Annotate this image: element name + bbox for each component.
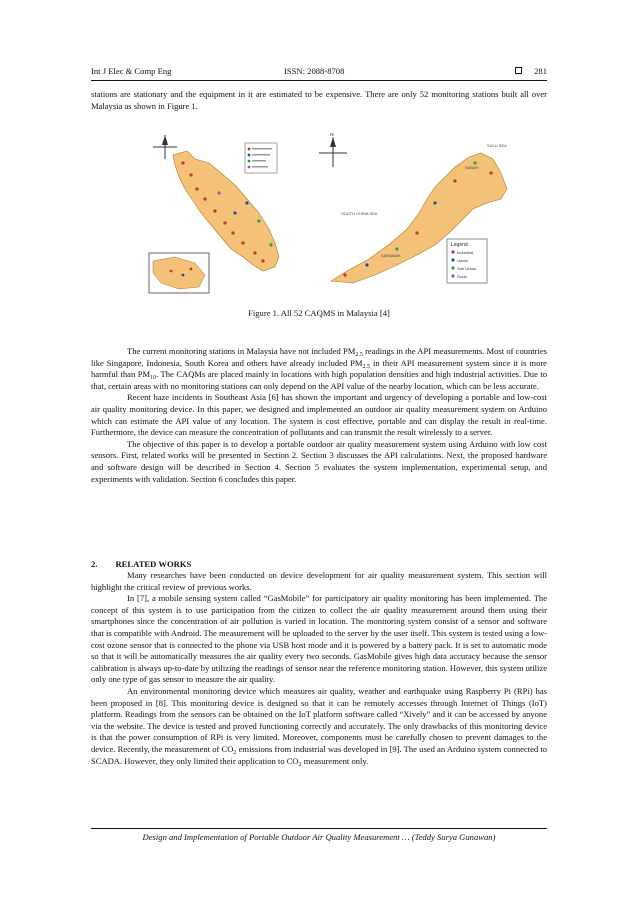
- running-footer: Design and Implementation of Portable Outdoor Air Quality Measurement … (Teddy Surya Gunawan): [142, 832, 496, 842]
- region-label-sarawak: SARAWAK: [381, 253, 401, 258]
- body-paragraphs: [91, 346, 547, 485]
- compass-rose-right: [319, 133, 347, 167]
- page-number: 281: [534, 66, 547, 76]
- running-header: [91, 66, 547, 80]
- legend-item: Urban: [457, 258, 468, 263]
- related-works-text: [91, 570, 547, 767]
- footer-rule: [91, 828, 547, 829]
- figure-caption: Figure 1. All 52 CAQMS in Malaysia [4]: [248, 308, 390, 318]
- compass-n-label: N: [330, 133, 334, 138]
- paragraph-haze: Recent haze incidents in Southeast Asia [6] has shown the important and urgency of developing a portable and low-cost air quality monitoring device. In this paper, we designed and implemented an outdoor air quality measurement system on Arduino which can estimate the API value of any location. The system is cost effective, portable and can display the result in real-time. Furthermore, the device can measure the concentration of pollutants and can transmit the result wirelessly to a server.: [91, 392, 547, 438]
- paragraph-rpi: An environmental monitoring device which measures air quality, weather and earthquake using Raspberry Pi (RPi) has been proposed in [8]. This monitoring device is designed so that it can be remotely accesses through Internet of Things (IoT) platform. Readings from the sensors can be obtained on the IoT platform software called “Xively” and it can be accessed by anyone via the website. The device is tested and proved functioning correctly and accurately. The only drawbacks of this monitoring device is that the power consumption of RPi is very limited. Moreover, components must be carefully chosen to prevent damages to the device. Recently, the measurement of $CO_2$ emissions from industrial was developed in [9]. The used an Arduino system connected to SCADA. However, they only limited their application to $CO_2$ measurement only.: [91, 685, 547, 768]
- header-rule: [91, 80, 547, 81]
- intro-paragraph: stations are stationary and the equipment in it are estimated to be expensive. There are only 52 monitoring stations built all over Malaysia as shown in Figure 1.: [91, 89, 547, 111]
- sea-label: SOUTH CHINA SEA: [341, 211, 378, 216]
- region-label-sabah: SABAH: [465, 165, 479, 170]
- paragraph-objective: The objective of this paper is to develop a portable outdoor air quality measurement system using Arduino with low cost sensors. First, related works will be presented in Section 2. Section 3 discusses the API calculations. Next, the proposed hardware and software design will be described in Section 4. Section 5 evaluates the system implementation, experimental setup, and experiments with validation. Section 6 concludes this paper.: [91, 438, 547, 484]
- issn: ISSN: 2088-8708: [284, 66, 345, 76]
- legend-item: Sub Urban: [457, 266, 477, 271]
- legend-item: Industrial: [457, 250, 474, 255]
- sea-label-sulu: SULU SEA: [487, 143, 507, 148]
- checkbox-glyph-icon: [515, 67, 522, 74]
- figure-malaysia-map: [135, 133, 553, 295]
- paragraph-gasmobile: In [7], a mobile sensing system called “GasMobile” for participatory air quality monitoring has been implemented. The concept of this system is to use participation from the citizen to collect the air quality measurement around them using their smartphones since the concentration of air pollution is varied in location. The monitoring system consist of a sensor and software that is compatible with Android. The measurement will be uploaded to the server by the user itself. This system is tested using a low-cost ozone sensor that is connected to the phone via USB host mode and it is powered by a battery pack. It is set to automatic mode so that it will be automatically measures the air quality every two seconds. GasMobile gives high data accuracy because the sensor calibration is always up-to-date by utilizing the readings of sensor near the reference monitoring station. However, this system utilize only one type of gas sensor to measure the air quality.: [91, 593, 547, 685]
- journal-name: Int J Elec & Comp Eng: [91, 66, 172, 76]
- legend-item: Rural: [457, 274, 467, 279]
- legend-title: Legend: [451, 242, 468, 248]
- legend-right: [447, 239, 487, 283]
- legend-top: [245, 143, 277, 173]
- paragraph-pm: The current monitoring stations in Malaysia have not included $PM_{2.5}$ readings in the API measurements. Most of countries like Singapore, Indonesia, South Korea and others have already included $PM_{2.5}$ in their API measurement system since it is more harmful than $PM_{10}$. The CAQMs are placed mainly in locations with high population densities and high industrial activities. Due to that, certain areas with no monitoring stations can only depend on the API value of the nearby location, which can be less accurate.: [91, 346, 547, 391]
- inset-map: [149, 253, 209, 293]
- paragraph-intro-related: Many researches have been conducted on device development for air quality measurement system. This section will highlight the critical review of previous works.: [91, 570, 547, 592]
- section-heading: 2. RELATED WORKS: [91, 559, 192, 569]
